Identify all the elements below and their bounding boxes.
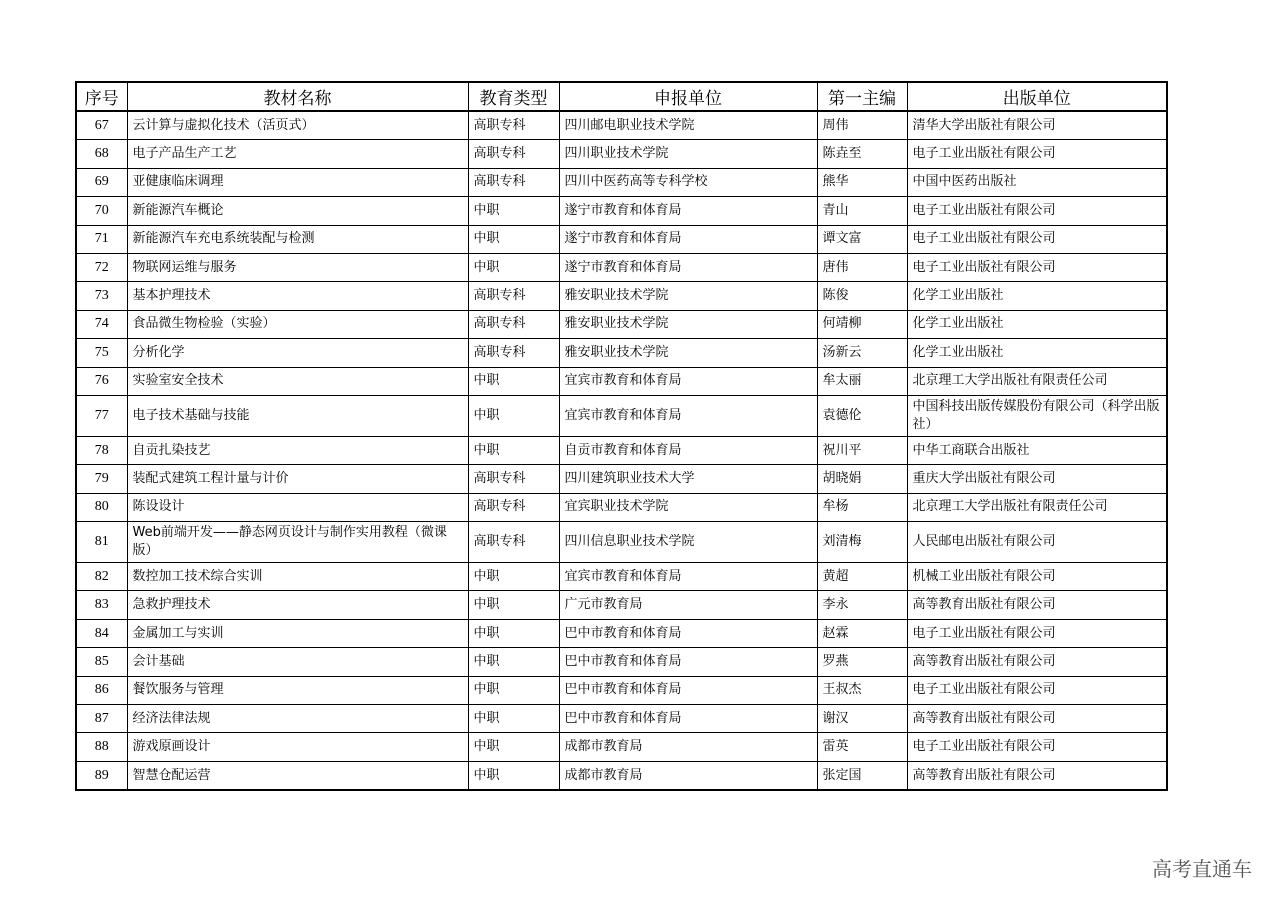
cell-serial-no: 86 — [76, 676, 127, 704]
cell-education-type: 中职 — [468, 676, 559, 704]
cell-textbook-name: 新能源汽车充电系统装配与检测 — [127, 225, 468, 253]
cell-applicant-unit: 巴中市教育和体育局 — [559, 676, 817, 704]
cell-applicant-unit: 雅安职业技术学院 — [559, 339, 817, 367]
cell-applicant-unit: 自贡市教育和体育局 — [559, 436, 817, 464]
table-row — [76, 761, 1167, 790]
cell-chief-editor: 祝川平 — [817, 436, 907, 464]
cell-publisher: 高等教育出版社有限公司 — [907, 648, 1167, 676]
cell-publisher: 机械工业出版社有限公司 — [907, 563, 1167, 591]
watermark: 高考直通车 — [1152, 857, 1252, 881]
table-row — [76, 367, 1167, 395]
table-row — [76, 197, 1167, 225]
cell-applicant-unit: 宜宾市教育和体育局 — [559, 395, 817, 436]
cell-publisher: 清华大学出版社有限公司 — [907, 111, 1167, 140]
cell-education-type: 中职 — [468, 705, 559, 733]
cell-serial-no: 87 — [76, 705, 127, 733]
table-row — [76, 339, 1167, 367]
header-education-type: 教育类型 — [468, 82, 559, 111]
cell-chief-editor: 谭文富 — [817, 225, 907, 253]
cell-education-type: 中职 — [468, 253, 559, 281]
cell-education-type: 高职专科 — [468, 339, 559, 367]
cell-applicant-unit: 四川建筑职业技术大学 — [559, 465, 817, 493]
cell-chief-editor: 黄超 — [817, 563, 907, 591]
cell-textbook-name: 装配式建筑工程计量与计价 — [127, 465, 468, 493]
cell-publisher: 高等教育出版社有限公司 — [907, 705, 1167, 733]
cell-publisher: 电子工业出版社有限公司 — [907, 733, 1167, 761]
cell-applicant-unit: 四川邮电职业技术学院 — [559, 111, 817, 140]
cell-serial-no: 88 — [76, 733, 127, 761]
cell-textbook-name: 电子产品生产工艺 — [127, 140, 468, 168]
cell-education-type: 高职专科 — [468, 493, 559, 521]
cell-chief-editor: 青山 — [817, 197, 907, 225]
cell-education-type: 中职 — [468, 733, 559, 761]
table-row — [76, 395, 1167, 436]
cell-serial-no: 72 — [76, 253, 127, 281]
cell-education-type: 高职专科 — [468, 168, 559, 196]
cell-education-type: 中职 — [468, 761, 559, 790]
cell-publisher: 电子工业出版社有限公司 — [907, 619, 1167, 647]
cell-textbook-name: 电子技术基础与技能 — [127, 395, 468, 436]
cell-textbook-name: Web前端开发——静态网页设计与制作实用教程（微课版） — [127, 522, 468, 563]
cell-textbook-name: 基本护理技术 — [127, 282, 468, 310]
cell-textbook-name: 亚健康临床调理 — [127, 168, 468, 196]
cell-serial-no: 81 — [76, 522, 127, 563]
header-publisher: 出版单位 — [907, 82, 1167, 111]
cell-textbook-name: 会计基础 — [127, 648, 468, 676]
cell-chief-editor: 袁德伦 — [817, 395, 907, 436]
table-row — [76, 563, 1167, 591]
cell-education-type: 高职专科 — [468, 465, 559, 493]
cell-publisher: 化学工业出版社 — [907, 282, 1167, 310]
cell-serial-no: 75 — [76, 339, 127, 367]
cell-applicant-unit: 巴中市教育和体育局 — [559, 648, 817, 676]
cell-serial-no: 89 — [76, 761, 127, 790]
table-row — [76, 676, 1167, 704]
cell-textbook-name: 智慧仓配运营 — [127, 761, 468, 790]
table-row — [76, 168, 1167, 196]
cell-chief-editor: 牟杨 — [817, 493, 907, 521]
cell-publisher: 电子工业出版社有限公司 — [907, 225, 1167, 253]
cell-serial-no: 71 — [76, 225, 127, 253]
cell-serial-no: 77 — [76, 395, 127, 436]
cell-chief-editor: 牟太丽 — [817, 367, 907, 395]
table-header-row — [76, 82, 1167, 111]
table-row — [76, 465, 1167, 493]
cell-textbook-name: 餐饮服务与管理 — [127, 676, 468, 704]
cell-applicant-unit: 巴中市教育和体育局 — [559, 619, 817, 647]
cell-education-type: 高职专科 — [468, 140, 559, 168]
cell-publisher: 北京理工大学出版社有限责任公司 — [907, 367, 1167, 395]
cell-textbook-name: 新能源汽车概论 — [127, 197, 468, 225]
cell-education-type: 中职 — [468, 197, 559, 225]
table-row — [76, 733, 1167, 761]
cell-chief-editor: 汤新云 — [817, 339, 907, 367]
cell-serial-no: 70 — [76, 197, 127, 225]
cell-applicant-unit: 成都市教育局 — [559, 761, 817, 790]
cell-education-type: 中职 — [468, 225, 559, 253]
cell-publisher: 北京理工大学出版社有限责任公司 — [907, 493, 1167, 521]
cell-publisher: 中国中医药出版社 — [907, 168, 1167, 196]
cell-textbook-name: 自贡扎染技艺 — [127, 436, 468, 464]
cell-chief-editor: 雷英 — [817, 733, 907, 761]
table-row — [76, 140, 1167, 168]
cell-chief-editor: 周伟 — [817, 111, 907, 140]
header-serial-no: 序号 — [76, 82, 127, 111]
table-row — [76, 253, 1167, 281]
table-body — [76, 111, 1167, 790]
header-applicant-unit: 申报单位 — [559, 82, 817, 111]
cell-applicant-unit: 遂宁市教育和体育局 — [559, 225, 817, 253]
cell-applicant-unit: 广元市教育局 — [559, 591, 817, 619]
cell-applicant-unit: 遂宁市教育和体育局 — [559, 253, 817, 281]
cell-serial-no: 84 — [76, 619, 127, 647]
cell-education-type: 高职专科 — [468, 310, 559, 338]
cell-applicant-unit: 四川中医药高等专科学校 — [559, 168, 817, 196]
cell-chief-editor: 谢汉 — [817, 705, 907, 733]
cell-education-type: 高职专科 — [468, 522, 559, 563]
cell-education-type: 高职专科 — [468, 282, 559, 310]
cell-publisher: 电子工业出版社有限公司 — [907, 676, 1167, 704]
cell-applicant-unit: 雅安职业技术学院 — [559, 282, 817, 310]
cell-applicant-unit: 雅安职业技术学院 — [559, 310, 817, 338]
cell-serial-no: 76 — [76, 367, 127, 395]
cell-publisher: 人民邮电出版社有限公司 — [907, 522, 1167, 563]
cell-serial-no: 68 — [76, 140, 127, 168]
table-row — [76, 591, 1167, 619]
cell-serial-no: 74 — [76, 310, 127, 338]
cell-textbook-name: 实验室安全技术 — [127, 367, 468, 395]
cell-chief-editor: 赵霖 — [817, 619, 907, 647]
table-row — [76, 436, 1167, 464]
cell-chief-editor: 罗燕 — [817, 648, 907, 676]
cell-chief-editor: 张定国 — [817, 761, 907, 790]
cell-applicant-unit: 宜宾市教育和体育局 — [559, 563, 817, 591]
cell-publisher: 电子工业出版社有限公司 — [907, 197, 1167, 225]
cell-chief-editor: 王叔杰 — [817, 676, 907, 704]
cell-applicant-unit: 巴中市教育和体育局 — [559, 705, 817, 733]
cell-publisher: 高等教育出版社有限公司 — [907, 591, 1167, 619]
cell-education-type: 中职 — [468, 395, 559, 436]
table-row — [76, 310, 1167, 338]
cell-serial-no: 69 — [76, 168, 127, 196]
cell-publisher: 重庆大学出版社有限公司 — [907, 465, 1167, 493]
cell-textbook-name: 急救护理技术 — [127, 591, 468, 619]
cell-publisher: 中国科技出版传媒股份有限公司（科学出版社） — [907, 395, 1167, 436]
header-textbook-name: 教材名称 — [127, 82, 468, 111]
cell-chief-editor: 何靖柳 — [817, 310, 907, 338]
table-row — [76, 648, 1167, 676]
cell-textbook-name: 经济法律法规 — [127, 705, 468, 733]
cell-applicant-unit: 四川信息职业技术学院 — [559, 522, 817, 563]
cell-serial-no: 73 — [76, 282, 127, 310]
cell-publisher: 化学工业出版社 — [907, 310, 1167, 338]
cell-education-type: 高职专科 — [468, 111, 559, 140]
table-row — [76, 619, 1167, 647]
cell-serial-no: 82 — [76, 563, 127, 591]
cell-chief-editor: 熊华 — [817, 168, 907, 196]
cell-publisher: 电子工业出版社有限公司 — [907, 140, 1167, 168]
cell-education-type: 中职 — [468, 619, 559, 647]
cell-chief-editor: 李永 — [817, 591, 907, 619]
cell-publisher: 电子工业出版社有限公司 — [907, 253, 1167, 281]
cell-serial-no: 67 — [76, 111, 127, 140]
cell-serial-no: 85 — [76, 648, 127, 676]
cell-publisher: 中华工商联合出版社 — [907, 436, 1167, 464]
cell-chief-editor: 刘清梅 — [817, 522, 907, 563]
cell-applicant-unit: 宜宾职业技术学院 — [559, 493, 817, 521]
cell-chief-editor: 胡晓娟 — [817, 465, 907, 493]
cell-applicant-unit: 宜宾市教育和体育局 — [559, 367, 817, 395]
table-row — [76, 522, 1167, 563]
cell-serial-no: 80 — [76, 493, 127, 521]
cell-chief-editor: 唐伟 — [817, 253, 907, 281]
cell-textbook-name: 数控加工技术综合实训 — [127, 563, 468, 591]
cell-chief-editor: 陈垚至 — [817, 140, 907, 168]
cell-education-type: 中职 — [468, 591, 559, 619]
cell-education-type: 中职 — [468, 563, 559, 591]
table-row — [76, 111, 1167, 140]
cell-education-type: 中职 — [468, 367, 559, 395]
header-chief-editor: 第一主编 — [817, 82, 907, 111]
cell-publisher: 化学工业出版社 — [907, 339, 1167, 367]
cell-textbook-name: 分析化学 — [127, 339, 468, 367]
cell-textbook-name: 云计算与虚拟化技术（活页式） — [127, 111, 468, 140]
cell-applicant-unit: 遂宁市教育和体育局 — [559, 197, 817, 225]
cell-textbook-name: 陈设设计 — [127, 493, 468, 521]
cell-serial-no: 83 — [76, 591, 127, 619]
cell-chief-editor: 陈俊 — [817, 282, 907, 310]
cell-serial-no: 78 — [76, 436, 127, 464]
cell-textbook-name: 物联网运维与服务 — [127, 253, 468, 281]
table-row — [76, 225, 1167, 253]
cell-textbook-name: 游戏原画设计 — [127, 733, 468, 761]
cell-applicant-unit: 成都市教育局 — [559, 733, 817, 761]
cell-applicant-unit: 四川职业技术学院 — [559, 140, 817, 168]
table-row — [76, 705, 1167, 733]
textbook-table — [75, 81, 1168, 791]
cell-education-type: 中职 — [468, 648, 559, 676]
cell-textbook-name: 食品微生物检验（实验） — [127, 310, 468, 338]
cell-serial-no: 79 — [76, 465, 127, 493]
cell-textbook-name: 金属加工与实训 — [127, 619, 468, 647]
cell-publisher: 高等教育出版社有限公司 — [907, 761, 1167, 790]
table-row — [76, 282, 1167, 310]
cell-education-type: 中职 — [468, 436, 559, 464]
table-row — [76, 493, 1167, 521]
